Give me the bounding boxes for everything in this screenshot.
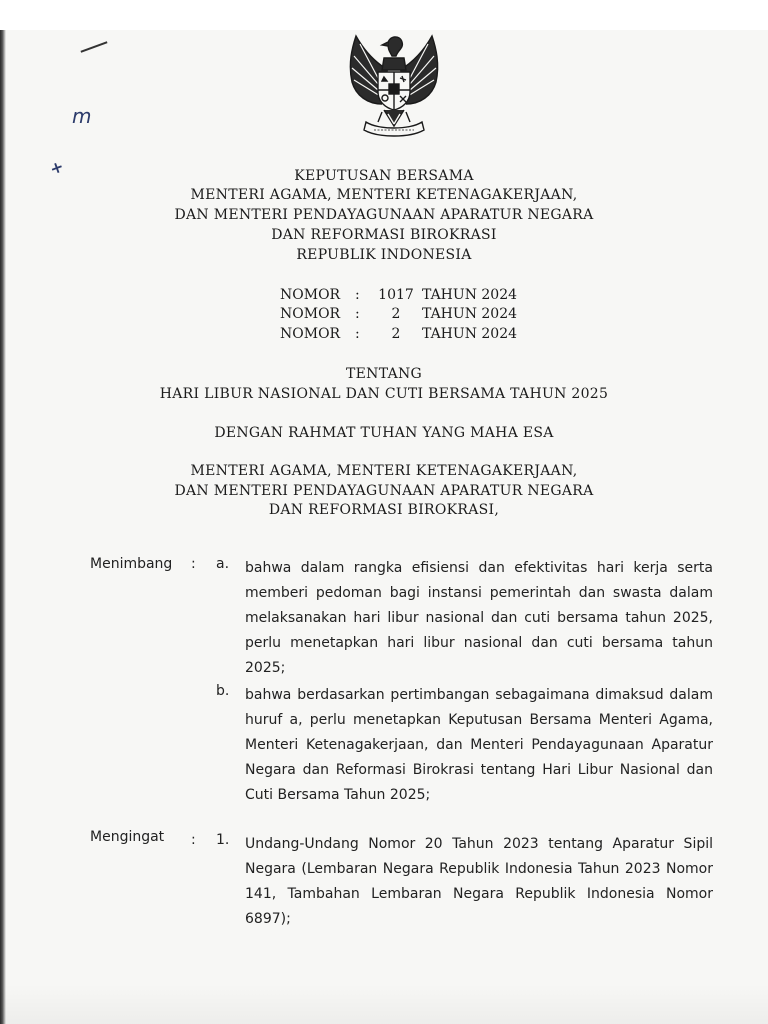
header-line-panrb: DAN MENTERI PENDAYAGUNAAN APARATUR NEGARA (174, 207, 594, 223)
menimbang-item-a-marker: a. (216, 556, 230, 572)
nomor-value: 2 (391, 306, 401, 322)
nomor-value: 2 (391, 326, 401, 342)
subject-tentang: TENTANG (345, 366, 423, 382)
mengingat-item-1-text: Undang-Undang Nomor 20 Tahun 2023 tentang Aparatur Sipil Negara (Lembaran Negara Republik Indonesia Tahun 2023 Nomor 141, Tambahan Lembaran Negara Republik Indonesia Nomor 6897); (245, 836, 713, 927)
handwritten-tick-mark: + (47, 156, 67, 179)
menimbang-item-a-text: bahwa dalam rangka efisiensi dan efektivitas hari kerja serta memberi pedoman bagi instansi pemerintah dan swasta dalam melaksanakan hari libur nasional dan cuti bersama tahun 2025, perlu menetapkan hari libur nasional dan cuti bersama tahun 2025; (245, 560, 713, 676)
nomor-label: NOMOR (280, 326, 341, 342)
nomor-label: NOMOR (280, 287, 341, 303)
garuda-emblem-icon (338, 30, 450, 140)
nomor-year: TAHUN 2024 (422, 306, 518, 322)
invocation: DENGAN RAHMAT TUHAN YANG MAHA ESA (214, 425, 554, 441)
nomor-colon: : (355, 287, 360, 303)
mengingat-label: Mengingat (90, 829, 165, 845)
menimbang-item-b-marker: b. (216, 683, 230, 699)
header-title: KEPUTUSAN BERSAMA (294, 168, 474, 184)
handwritten-initial-mark: m (72, 104, 92, 128)
menimbang-item-b-text: bahwa berdasarkan pertimbangan sebagaimana dimaksud dalam huruf a, perlu menetapkan Keputusan Bersama Menteri Agama, Menteri Ketenagakerjaan, dan Menteri Pendayagunaan Aparatur Negara dan Reformasi Birokrasi tentang Hari Libur Nasional dan Cuti Bersama Tahun 2025; (245, 687, 713, 803)
nomor-colon: : (355, 326, 360, 342)
scan-top-margin (0, 0, 768, 30)
scan-bottom-shadow (0, 984, 768, 1024)
ministers-line-2: DAN MENTERI PENDAYAGUNAAN APARATUR NEGARA (174, 483, 594, 499)
nomor-colon: : (355, 306, 360, 322)
pen-stroke-mark (81, 41, 108, 52)
header-line-ministers: MENTERI AGAMA, MENTERI KETENAGAKERJAAN, (190, 187, 578, 203)
nomor-year: TAHUN 2024 (422, 287, 518, 303)
menimbang-label: Menimbang (90, 556, 173, 572)
nomor-value: 1017 (378, 287, 414, 303)
mengingat-colon: : (191, 832, 196, 848)
subject-title: HARI LIBUR NASIONAL DAN CUTI BERSAMA TAHUN 2025 (159, 386, 609, 402)
menimbang-colon: : (191, 556, 196, 572)
nomor-label: NOMOR (280, 306, 341, 322)
mengingat-item-1-marker: 1. (216, 832, 230, 848)
header-line-reformasi: DAN REFORMASI BIROKRASI (271, 227, 497, 243)
nomor-year: TAHUN 2024 (422, 326, 518, 342)
ministers-line-3: DAN REFORMASI BIROKRASI, (268, 502, 500, 518)
ministers-line-1: MENTERI AGAMA, MENTERI KETENAGAKERJAAN, (190, 463, 578, 479)
header-line-republik: REPUBLIK INDONESIA (296, 247, 472, 263)
